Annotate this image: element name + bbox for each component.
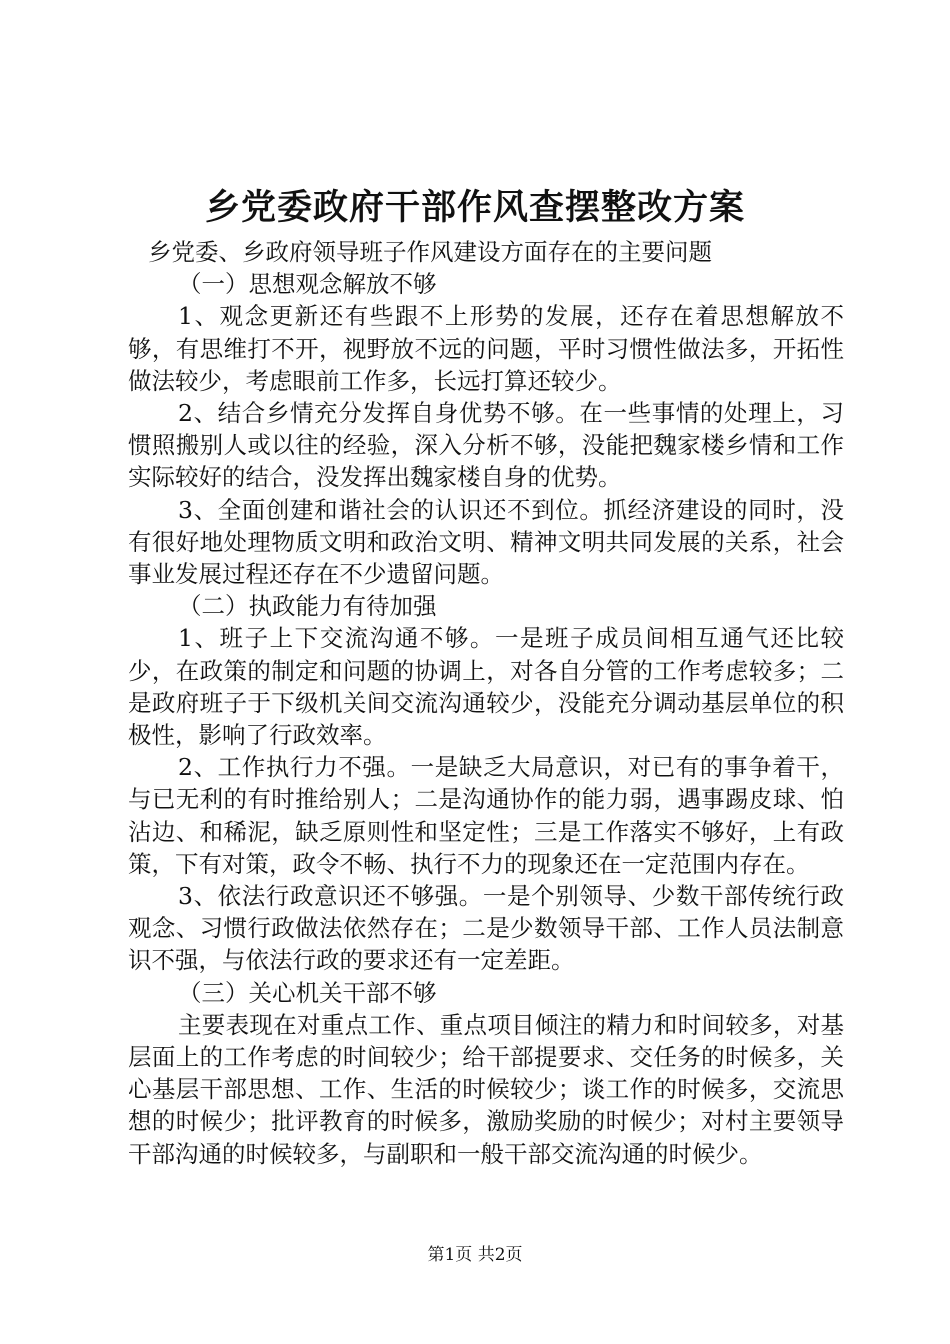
section-1-paragraph-3: 3、全面创建和谐社会的认识还不到位。抓经济建设的同时，没有很好地处理物质文明和政治文明、精神文明共同发展的关系，社会事业发展过程还存在不少遗留问题。	[128, 495, 844, 589]
section-1-paragraph-2: 2、结合乡情充分发挥自身优势不够。在一些事情的处理上，习惯照搬别人或以往的经验，深入分析不够，没能把魏家楼乡情和工作实际较好的结合，没发挥出魏家楼自身的优势。	[128, 399, 844, 492]
document-subtitle: 乡党委、乡政府领导班子作风建设方面存在的主要问题	[148, 238, 712, 266]
section-2-paragraph-3: 3、依法行政意识还不够强。一是个别领导、少数干部传统行政观念、习惯行政做法依然存在；二是少数领导干部、工作人员法制意识不强，与依法行政的要求还有一定差距。	[128, 882, 844, 975]
section-heading-3: （三）关心机关干部不够	[178, 978, 437, 1007]
section-3-paragraph-1: 主要表现在对重点工作、重点项目倾注的精力和时间较多，对基层面上的工作考虑的时间较少；给干部提要求、交任务的时候多，关心基层干部思想、工作、生活的时候较少；谈工作的时候多，交流思想的时候少；批评教育的时候多，激励奖励的时候少；对村主要领导干部沟通的时候较多，与副职和一般干部交流沟通的时候少。	[128, 1010, 844, 1168]
document-title: 乡党委政府干部作风查摆整改方案	[204, 187, 745, 228]
section-2-paragraph-1: 1、班子上下交流沟通不够。一是班子成员间相互通气还比较少，在政策的制定和问题的协调上，对各自分管的工作考虑较多；二是政府班子于下级机关间交流沟通较少，没能充分调动基层单位的积极性，影响了行政效率。	[128, 624, 844, 750]
page-number-footer: 第1页 共2页	[427, 1245, 523, 1265]
section-1-paragraph-1: 1、观念更新还有些跟不上形势的发展，还存在着思想解放不够，有思维打不开，视野放不远的问题，平时习惯性做法多，开拓性做法较少，考虑眼前工作多，长远打算还较少。	[128, 302, 844, 395]
document-body	[128, 236, 844, 1170]
section-heading-1: （一）思想观念解放不够	[178, 270, 437, 299]
section-heading-2: （二）执政能力有待加强	[178, 592, 437, 621]
section-2-paragraph-2: 2、工作执行力不强。一是缺乏大局意识，对已有的事争着干，与已无利的有时推给别人；二是沟通协作的能力弱，遇事踢皮球、怕沾边、和稀泥，缺乏原则性和坚定性；三是工作落实不够好，上有政策，下有对策，政令不畅、执行不力的现象还在一定范围内存在。	[128, 753, 844, 878]
